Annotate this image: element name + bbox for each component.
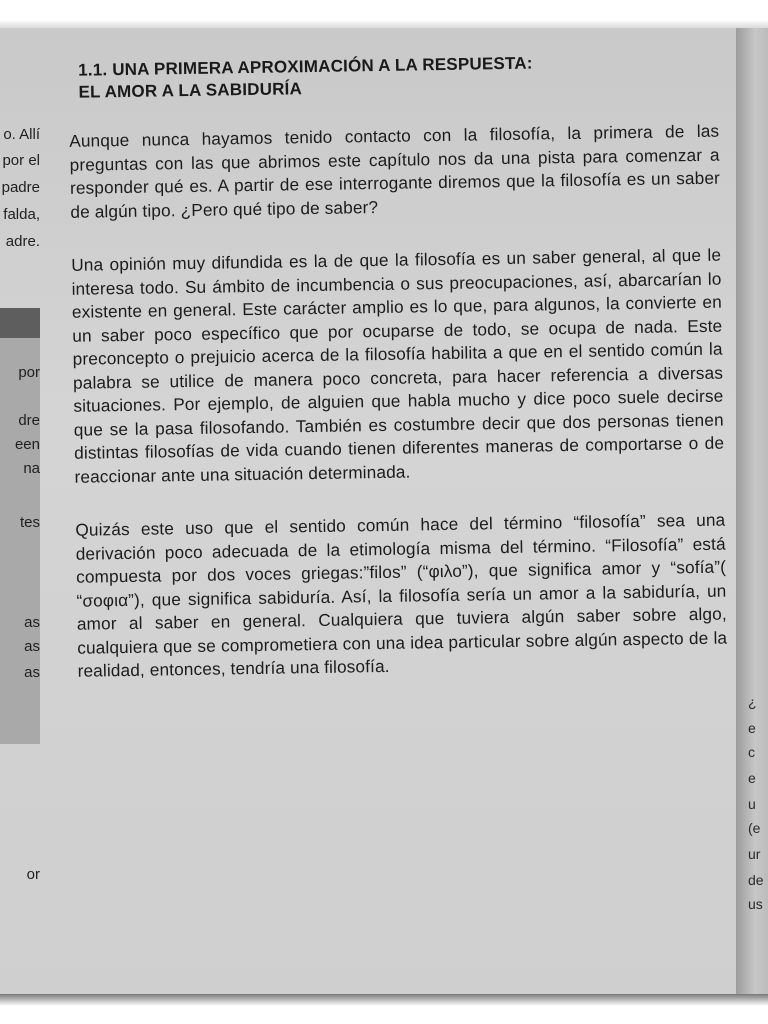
section-heading-line-2: EL AMOR A LA SABIDURÍA (78, 79, 303, 102)
left-fragment: een (14, 436, 40, 453)
left-fragment: or (26, 866, 40, 883)
main-text-column (58, 50, 728, 714)
right-fragment: e (748, 770, 756, 786)
left-fragment: falda, (3, 206, 40, 223)
right-fragment: u (748, 796, 756, 812)
left-fragment: adre. (5, 233, 40, 250)
right-page-text-fragments (744, 0, 768, 1024)
left-fragment: as (24, 614, 40, 631)
left-fragment: padre (1, 179, 40, 196)
right-fragment: (e (748, 820, 761, 836)
left-fragment: as (24, 638, 40, 655)
left-fragment: as (24, 664, 40, 681)
left-fragment: dre (18, 412, 40, 429)
section-heading-line-1: 1.1. UNA PRIMERA APROXIMACIÓN A LA RESPUESTA: (78, 53, 533, 80)
paragraph-2: Una opinión muy difundida es la de que la filosofía es un saber general, al que le interesa todo. Su ámbito de incumbencia o sus preocupaciones, así, abarcarían lo existente en general. Este carácter amplio es lo que, para algunos, la convierte en un saber poco específico que por ocuparse de todo, se ocupa de nada. Este preconcepto o prejuicio acerca de la filosofía habilita a que en el sentido común la palabra se utilice de manera poco concreta, para hacer referencia a diversas situaciones. Por ejemplo, de alguien que habla mucho y dice poco suele decirse que se la pasa filosofando. También es costumbre decir que dos personas tienen distintas filosofías de vida cuando tienen diferentes maneras de comportarse o de reaccionar ante una situación determinada. (71, 244, 725, 487)
right-fragment: ur (748, 846, 761, 862)
right-fragment: c (748, 744, 755, 760)
left-fragment: por el (2, 152, 40, 169)
left-fragment: na (23, 460, 40, 477)
left-fragment: por (18, 364, 40, 381)
paragraph-3: Quizás este uso que el sentido común hace del término “filosofía” sea una derivación poco adecuada de la etimología misma del término. “Filosofía” está compuesta por dos voces griegas:”filos” (“φιλο”), que significa amor y “sofía”( “σοφια”), que significa sabiduría. Así, la filosofía sería un amor a la sabiduría, un amor al saber en general. Cualquiera que tuviera algún saber sobre algo, cualquiera que se comprometiera con una idea particular sobre algún aspecto de la realidad, entonces, tendría una filosofía. (75, 509, 728, 681)
right-fragment: ¿ (748, 694, 757, 710)
left-fragment: o. Allí (3, 126, 40, 143)
section-heading (78, 50, 719, 104)
right-fragment: e (748, 720, 756, 736)
paragraph-1: Aunque nunca hayamos tenido contacto con la filosofía, la primera de las preguntas con las que abrimos este capítulo nos da una pista para comenzar a responder qué es. A partir de ese interrogante diremos que la filosofía es un saber de algún tipo. ¿Pero qué tipo de saber? (69, 120, 721, 222)
left-page-text-fragments (0, 0, 40, 1024)
right-fragment: us (748, 896, 763, 912)
left-fragment: tes (19, 514, 40, 531)
page-bottom-edge (0, 994, 768, 1024)
right-fragment: de (748, 872, 764, 888)
